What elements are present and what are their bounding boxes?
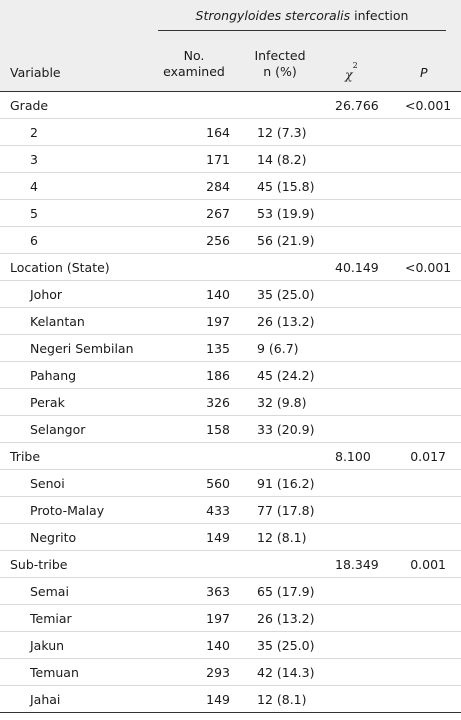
header-chi-square [345,61,375,83]
row-label: Negrito [30,530,77,545]
group-row [0,443,461,470]
table-row [0,335,461,362]
group-row [0,254,461,281]
header-examined-line2: examined [163,64,225,79]
examined-cell: 293 [206,665,230,680]
chi-square-cell: 26.766 [335,98,379,113]
examined-cell: 256 [206,233,230,248]
infected-cell: 33 (20.9) [257,422,315,437]
examined-cell: 363 [206,584,230,599]
examined-cell: 164 [206,125,230,140]
examined-cell: 171 [206,152,230,167]
table-row [0,632,461,659]
spanning-header-rule [158,30,446,31]
row-label: Johor [30,287,63,302]
infected-cell: 35 (25.0) [257,638,315,653]
infected-cell: 12 (7.3) [257,125,307,140]
row-label: Grade [10,98,49,113]
header-p-value: P [420,65,428,80]
infected-cell: 53 (19.9) [257,206,315,221]
spanning-header-suffix: infection [350,8,409,23]
table-row [0,686,461,713]
organism-name: Strongyloides stercoralis [195,8,351,23]
row-label: 3 [30,152,38,167]
spanning-header [158,8,446,23]
table-row [0,470,461,497]
row-label: Location (State) [10,260,110,275]
examined-cell: 140 [206,638,230,653]
chi-square-cell: 8.100 [335,449,371,464]
infected-cell: 65 (17.9) [257,584,315,599]
row-label: Sub-tribe [10,557,68,572]
examined-cell: 560 [206,476,230,491]
infected-cell: 77 (17.8) [257,503,315,518]
table-row [0,308,461,335]
infected-cell: 91 (16.2) [257,476,315,491]
examined-cell: 197 [206,314,230,329]
examined-cell: 149 [206,692,230,707]
table-body [0,92,461,713]
examined-cell: 433 [206,503,230,518]
examined-cell: 158 [206,422,230,437]
row-label: Negeri Sembilan [30,341,134,356]
examined-cell: 197 [206,611,230,626]
row-label: Semai [30,584,69,599]
row-label: 6 [30,233,38,248]
row-label: Proto-Malay [30,503,105,518]
infected-cell: 45 (24.2) [257,368,315,383]
group-row [0,551,461,578]
row-label: 4 [30,179,38,194]
row-label: Tribe [10,449,41,464]
table-row [0,281,461,308]
infected-cell: 9 (6.7) [257,341,299,356]
table-row [0,497,461,524]
p-value-cell: <0.001 [405,260,452,275]
table-row [0,659,461,686]
row-label: Temuan [30,665,79,680]
table-row [0,524,461,551]
row-label: Perak [30,395,65,410]
examined-cell: 135 [206,341,230,356]
infected-cell: 26 (13.2) [257,611,315,626]
infected-cell: 12 (8.1) [257,692,307,707]
infected-cell: 35 (25.0) [257,287,315,302]
header-infected-line2: n (%) [263,64,297,79]
group-row [0,92,461,119]
table-row [0,227,461,254]
examined-cell: 267 [206,206,230,221]
row-label: Kelantan [30,314,85,329]
table-row [0,605,461,632]
row-label: Senoi [30,476,65,491]
chi-symbol: χ [345,67,353,83]
p-value-cell: <0.001 [405,98,452,113]
table-header [0,0,461,91]
row-label: 5 [30,206,38,221]
table-row [0,173,461,200]
row-label: Jakun [30,638,65,653]
chi-square-cell: 40.149 [335,260,379,275]
header-infected-line1: Infected [254,48,306,63]
examined-cell: 149 [206,530,230,545]
table-row [0,119,461,146]
infected-cell: 12 (8.1) [257,530,307,545]
table-row [0,578,461,605]
row-label: Temiar [30,611,72,626]
chi-square-cell: 18.349 [335,557,379,572]
header-infected [240,48,320,80]
examined-cell: 140 [206,287,230,302]
table-row [0,389,461,416]
infected-cell: 32 (9.8) [257,395,307,410]
row-label: Selangor [30,422,86,437]
header-examined [158,48,230,80]
table-row [0,146,461,173]
table-row [0,416,461,443]
examined-cell: 186 [206,368,230,383]
infected-cell: 26 (13.2) [257,314,315,329]
header-variable: Variable [10,65,61,80]
chi-superscript: 2 [352,61,358,70]
row-label: 2 [30,125,38,140]
row-label: Jahai [30,692,61,707]
infected-cell: 42 (14.3) [257,665,315,680]
infected-cell: 56 (21.9) [257,233,315,248]
p-value-cell: 0.001 [410,557,446,572]
examined-cell: 326 [206,395,230,410]
header-examined-line1: No. [183,48,205,63]
infected-cell: 14 (8.2) [257,152,307,167]
table-row [0,200,461,227]
examined-cell: 284 [206,179,230,194]
infected-cell: 45 (15.8) [257,179,315,194]
row-label: Pahang [30,368,77,383]
p-value-cell: 0.017 [410,449,446,464]
table-row [0,362,461,389]
